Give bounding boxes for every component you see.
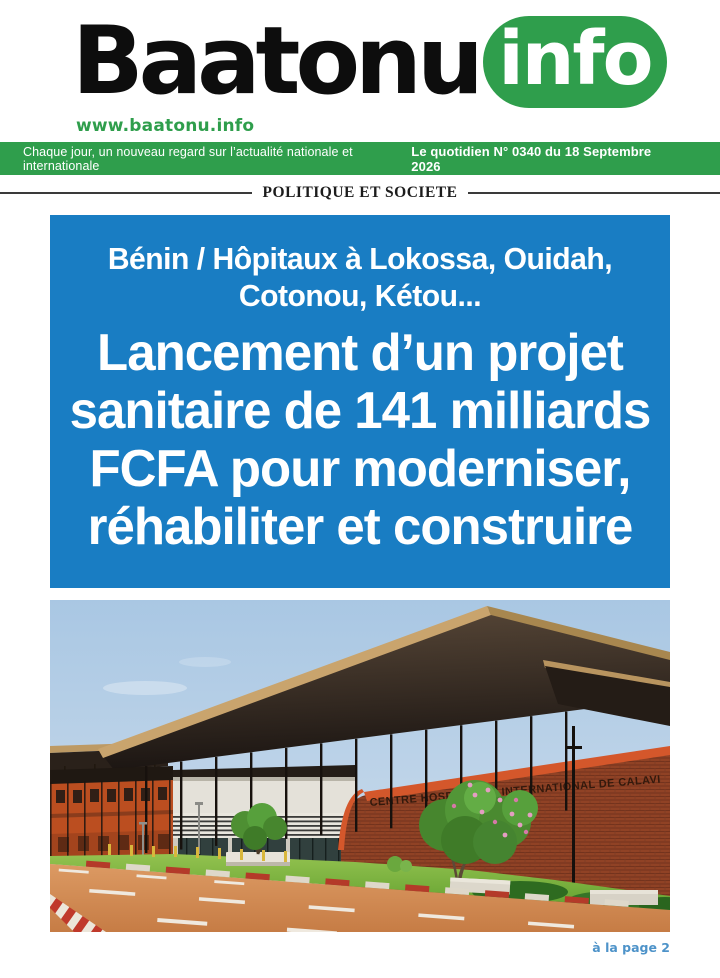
article-kicker	[58, 240, 662, 314]
brand-badge-label: info	[498, 16, 652, 102]
hero-photo	[50, 600, 670, 932]
title-line-1: Lancement d’un projet	[97, 324, 623, 382]
rule-line-right	[468, 192, 720, 194]
article-title	[58, 324, 662, 556]
kicker-line-2: Cotonou, Kétou...	[238, 278, 482, 313]
cloud	[179, 657, 231, 667]
slogan-text: Chaque jour, un nouveau regard sur l’actualité nationale et internationale	[23, 144, 353, 173]
website-url: www.baatonu.info	[76, 116, 255, 136]
title-line-4: réhabiliter et construire	[87, 498, 633, 556]
section-rule	[0, 185, 720, 201]
masthead	[0, 0, 720, 138]
brand-wordmark: Baatonu	[72, 7, 479, 116]
tagline-bar	[0, 142, 720, 175]
cloud	[103, 681, 187, 695]
brand-badge	[483, 16, 667, 108]
title-line-3: FCFA pour moderniser,	[89, 440, 631, 498]
edition-info: Le quotidien N° 0340 du 18 Septembre 2026	[411, 143, 652, 174]
hospital-photo-illustration	[50, 600, 670, 932]
section-title: POLITIQUE ET SOCIETE	[262, 184, 458, 201]
rule-line-left	[0, 192, 252, 194]
logo	[72, 7, 720, 116]
title-line-2: sanitaire de 141 milliards	[69, 382, 651, 440]
kicker-line-1: Bénin / Hôpitaux à Lokossa, Ouidah,	[107, 241, 613, 276]
headline-box	[50, 215, 670, 588]
page-reference: à la page 2	[592, 940, 670, 955]
